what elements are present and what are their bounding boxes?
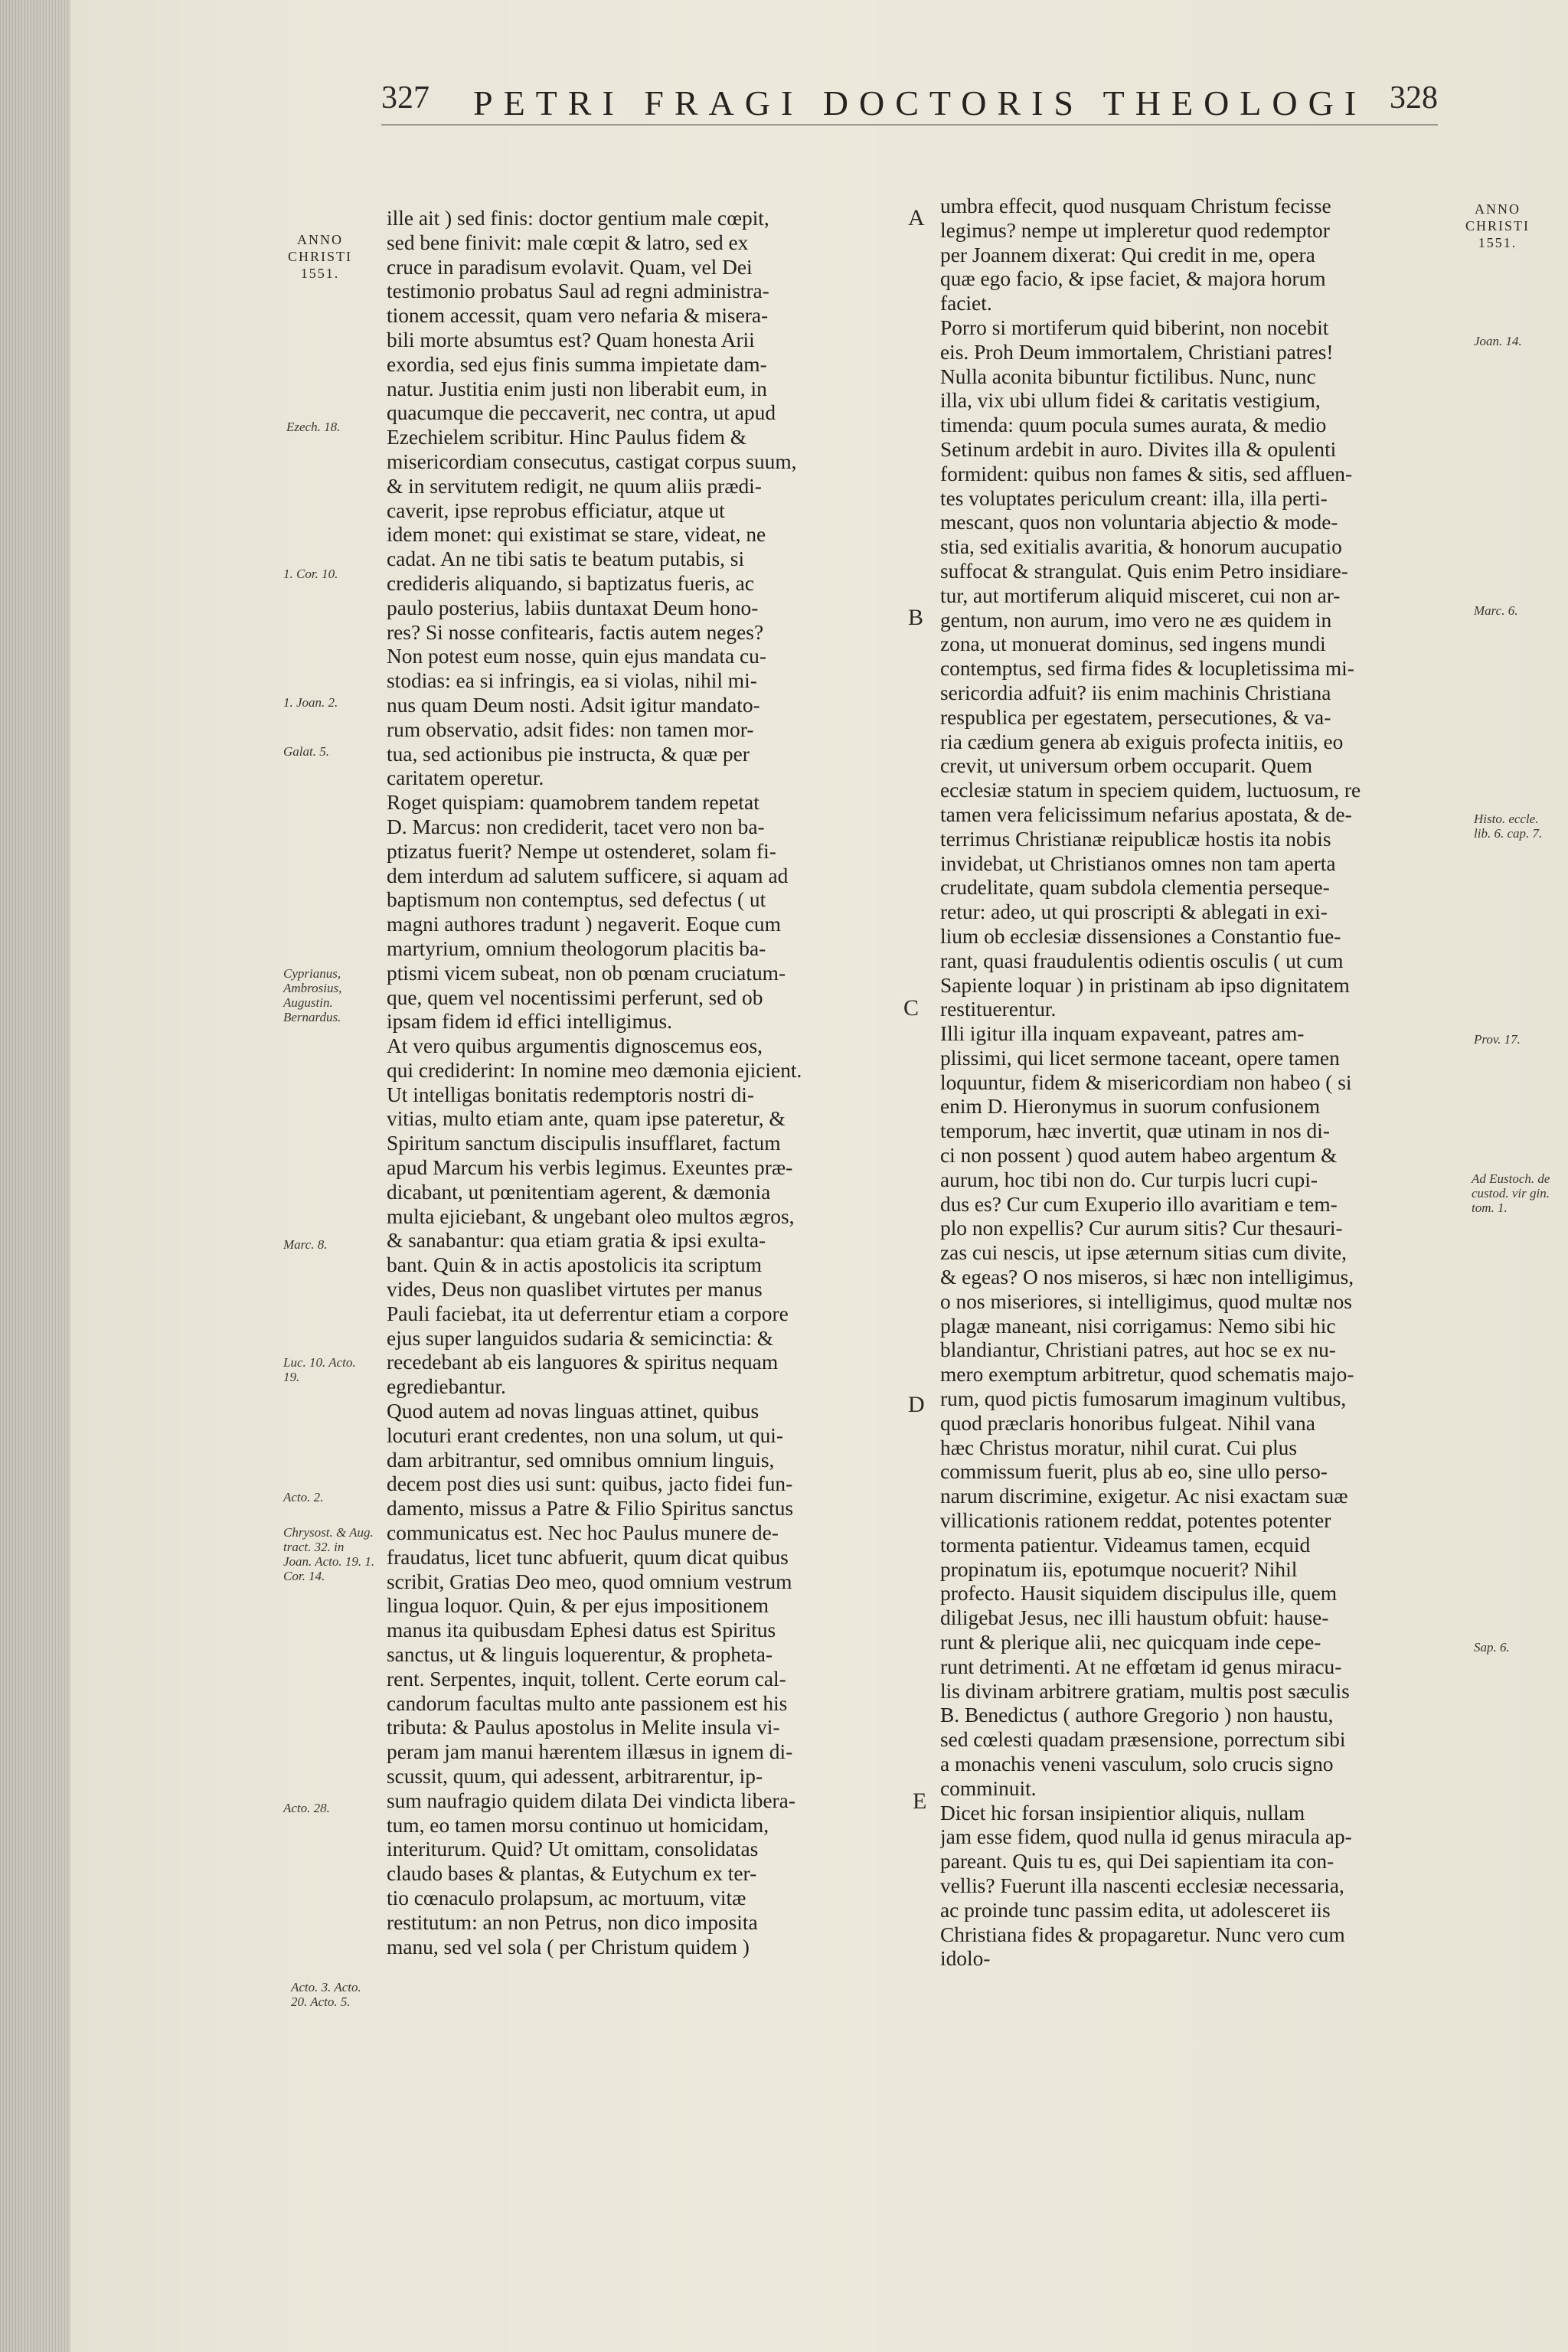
- text-line: enim D. Hieronymus in suorum confusionem: [940, 1095, 1321, 1119]
- text-line: lis divinam arbitrere gratiam, multis post sæculis: [940, 1679, 1350, 1703]
- text-line: scribit, Gratias Deo meo, quod omnium vestrum: [387, 1570, 792, 1593]
- margin-note: Cyprianus, Ambrosius, Augustin. Bernardus.: [283, 966, 342, 1024]
- section-letter: C: [903, 995, 920, 1021]
- text-line: restituerentur.: [940, 998, 1057, 1021]
- text-line: testimonio probatus Saul ad regni administra-: [387, 279, 769, 303]
- text-line: dicabant, ut pœnitentiam agerent, & dæmonia: [387, 1180, 771, 1204]
- text-line: rant, quasi fraudulentis odientis osculis ( ut cum: [940, 949, 1344, 972]
- text-line: Setinum ardebit in auro. Divites illa & opulenti: [940, 437, 1337, 461]
- text-line: multa ejiciebant, & ungebant oleo multos ægros,: [387, 1204, 795, 1228]
- text-line: ptizatus fuerit? Nempe ut ostenderet, solam fi-: [387, 839, 776, 863]
- text-line: vitias, multo etiam ante, quam ipse pateretur, &: [387, 1107, 786, 1131]
- text-line: ci non possent ) quod autem habeo argentum &: [940, 1144, 1338, 1168]
- anno-word: ANNO: [297, 232, 343, 247]
- text-line: rent. Serpentes, inquit, tollent. Certe eorum cal-: [387, 1667, 786, 1690]
- text-line: mero exemptum arbitretur, quod schematis majo-: [940, 1363, 1354, 1387]
- text-line: zona, ut monuerat dominus, sed ingens mundi: [940, 632, 1326, 656]
- text-line: idem monet: qui existimat se stare, videat, ne: [387, 523, 766, 547]
- text-line: Ezechielem scribitur. Hinc Paulus fidem &: [387, 426, 747, 449]
- text-line: per Joannem dixerat: Qui credit in me, opera: [940, 243, 1315, 266]
- text-line: tionem accessit, quam vero nefaria & misera-: [387, 304, 769, 328]
- left-column-text: [387, 207, 898, 1959]
- text-line: ac proinde tunc passim edita, ut adolesceret iis: [940, 1898, 1331, 1922]
- text-line: Quod autem ad novas linguas attinet, quibus: [387, 1400, 760, 1423]
- text-line: loquuntur, fidem & misericordiam non habeo ( si: [940, 1070, 1352, 1094]
- margin-note: Luc. 10. Acto. 19.: [283, 1355, 356, 1384]
- text-line: exordia, sed ejus finis summa impietate dam-: [387, 352, 767, 376]
- text-line: temporum, hæc invertit, quæ utinam in nos di-: [940, 1119, 1330, 1143]
- text-line: sericordia adfuit? iis enim machinis Christiana: [940, 681, 1331, 704]
- margin-note: 1. Cor. 10.: [283, 567, 338, 581]
- right-column-text: [940, 194, 1468, 1971]
- text-line: aurum, hoc tibi non do. Cur turpis lucri cupi-: [940, 1168, 1318, 1191]
- margin-note: Ad Eustoch. de custod. vir gin. tom. 1.: [1472, 1171, 1550, 1215]
- text-line: Ut intelligas bonitatis redemptoris nostri di-: [387, 1083, 755, 1106]
- text-line: qui crediderint: In nomine meo dæmonia ejicient.: [387, 1058, 802, 1082]
- text-line: cadat. An ne tibi satis te beatum putabis, si: [387, 547, 745, 571]
- text-line: Roget quispiam: quamobrem tandem repetat: [387, 791, 760, 815]
- text-line: propinatum iis, epotumque nocuerit? Nihil: [940, 1557, 1298, 1581]
- text-line: Nulla aconita bibuntur fictilibus. Nunc, nunc: [940, 364, 1316, 388]
- text-line: retur: adeo, ut qui proscripti & ablegati in exi-: [940, 900, 1328, 924]
- section-letter: B: [908, 605, 924, 630]
- text-line: ria cædium genera ab exiguis profecta initiis, eo: [940, 730, 1344, 753]
- text-line: decem post dies usi sunt: quibus, jacto fidei fun-: [387, 1472, 793, 1496]
- page-edges: [0, 0, 70, 2352]
- text-line: sanctus, ut & linguis loquerentur, & propheta-: [387, 1643, 773, 1667]
- text-line: peram jam manui hærentem illæsus in ignem di-: [387, 1740, 793, 1764]
- text-line: interiturum. Quid? Ut omittam, consolidatas: [387, 1838, 759, 1861]
- text-line: quæ ego facio, & ipse faciet, & majora horum: [940, 267, 1326, 291]
- text-line: Non potest eum nosse, quin ejus mandata cu-: [387, 645, 766, 668]
- text-line: ecclesiæ statum in speciem quidem, luctuosum, re: [940, 779, 1361, 802]
- christi-word: CHRISTI: [288, 249, 353, 264]
- text-line: credideris aliquando, si baptizatus fueris, ac: [387, 571, 754, 595]
- text-line: ille ait ) sed finis: doctor gentium male cœpit,: [387, 207, 769, 230]
- anno-christi-right: [1465, 201, 1530, 251]
- text-line: fraudatus, licet tunc abfuerit, quum dicat quibus: [387, 1545, 789, 1569]
- text-line: zas cui nescis, ut ipse æternum sitias cum divite,: [940, 1241, 1347, 1265]
- margin-note: Acto. 28.: [283, 1801, 330, 1815]
- text-line: ptismi vicem subeat, non ob pœnam cruciatum-: [387, 961, 786, 985]
- text-line: damento, missus a Patre & Filio Spiritus sanctus: [387, 1497, 794, 1521]
- margin-note: Acto. 2.: [283, 1490, 324, 1504]
- text-line: Christiana fides & propagaretur. Nunc vero cum: [940, 1922, 1345, 1946]
- text-line: timenda: quum pocula sumes aurata, & medio: [940, 413, 1327, 437]
- text-line: bant. Quin & in actis apostolicis ita scriptum: [387, 1253, 762, 1277]
- text-line: locuturi erant credentes, non una solum, ut qui-: [387, 1423, 784, 1447]
- margin-note: Sap. 6.: [1474, 1640, 1510, 1655]
- margin-note: Galat. 5.: [283, 744, 329, 759]
- text-line: faciet.: [940, 292, 992, 315]
- section-letter: E: [913, 1788, 927, 1814]
- text-line: stia, sed exitialis avaritia, & honorum aucupatio: [940, 535, 1342, 559]
- text-line: que, quem vel nocentissimi perferunt, sed ob: [387, 985, 763, 1009]
- text-line: martyrium, omnium theologorum placitis ba-: [387, 936, 766, 960]
- text-line: quacumque die peccaverit, nec contra, ut apud: [387, 401, 776, 425]
- text-line: suffocat & strangulat. Quis enim Petro insidiare-: [940, 559, 1348, 583]
- section-letter: A: [908, 205, 925, 230]
- text-line: crudelitate, quam subdola clementia persequе-: [940, 876, 1330, 900]
- text-line: Porro si mortiferum quid biberint, non nocebit: [940, 315, 1329, 339]
- text-line: paulo posterius, labiis duntaxat Deum hono-: [387, 596, 759, 619]
- text-line: scussit, quum, qui adessent, arbitrarentur, ip-: [387, 1765, 763, 1788]
- text-line: Spiritum sanctum discipulis insufflaret, factum: [387, 1132, 781, 1155]
- text-line: blandiantur, Christiani patres, aut hoc se ex nu-: [940, 1338, 1336, 1362]
- text-line: sed bene finivit: male cœpit & latro, sed ex: [387, 230, 749, 254]
- text-line: plo non expellis? Cur aurum sitis? Cur thesauri-: [940, 1217, 1343, 1240]
- text-line: vellis? Fuerunt illa nascenti ecclesiæ necessaria,: [940, 1873, 1344, 1897]
- text-line: a monachis veneni vasculum, solo crucis signo: [940, 1753, 1334, 1775]
- text-line: tur, aut mortiferum aliquid misceret, cui non ar-: [940, 583, 1341, 607]
- right-page-number: 328: [1390, 80, 1438, 116]
- text-line: B. Benedictus ( authore Gregorio ) non haustu,: [940, 1704, 1334, 1727]
- text-line: terrimus Christianæ reipublicæ hostis ita nobis: [940, 827, 1331, 851]
- text-line: res? Si nosse confitearis, factis autem neges?: [387, 620, 764, 644]
- anno-word: ANNO: [1475, 201, 1521, 217]
- text-line: Sapiente loquar ) in pristinam ab ipso dignitatem: [940, 973, 1350, 997]
- text-line: runt & plerique alii, nec quicquam inde cepe-: [940, 1631, 1321, 1655]
- text-line: caritatem operetur.: [387, 766, 544, 790]
- text-line: Illi igitur illa inquam expaveant, patres am-: [940, 1022, 1305, 1046]
- text-line: Pauli faciebat, ita ut deferrentur etiam a corpore: [387, 1302, 789, 1325]
- text-line: apud Marcum his verbis legimus. Exeuntes præ-: [387, 1156, 793, 1180]
- text-line: claudo bases & plantas, & Eutychum ex ter-: [387, 1862, 757, 1886]
- text-line: bili morte absumtus est? Quam honesta Arii: [387, 328, 755, 351]
- text-line: contemptus, sed firma fides & locupletissima mi-: [940, 657, 1354, 681]
- text-line: candorum facultas multo ante passionem est his: [387, 1691, 788, 1715]
- running-title: PETRI FRAGI DOCTORIS THEOLOGI: [473, 83, 1367, 122]
- text-line: stodias: ea si infringis, ea si violas, nihil mi-: [387, 669, 757, 693]
- text-line: Dicet hic forsan insipientior aliquis, nullam: [940, 1801, 1305, 1824]
- text-line: communicatus est. Nec hoc Paulus munere de-: [387, 1521, 779, 1545]
- text-line: dem interdum ad salutem sufficere, si aquam ad: [387, 864, 789, 887]
- text-line: & egeas? O nos miseros, si hæc non intelligimus,: [940, 1266, 1354, 1289]
- text-line: lingua loquor. Quin, & per ejus impositionem: [387, 1594, 769, 1618]
- text-line: hæc Christus moratur, nihil curat. Cui plus: [940, 1436, 1298, 1459]
- christi-word: CHRISTI: [1465, 218, 1530, 234]
- text-line: jam esse fidem, quod nulla id genus miracula ap-: [940, 1825, 1352, 1849]
- year: 1551.: [300, 266, 340, 281]
- text-line: caverit, ipse reprobus efficiatur, atque ut: [387, 498, 725, 522]
- text-line: manu, sed vel sola ( per Christum quidem ): [387, 1935, 750, 1958]
- text-line: umbra effecit, quod nusquam Christum fecisse: [940, 194, 1331, 217]
- margin-note: Acto. 3. Acto. 20. Acto. 5.: [291, 1980, 361, 2009]
- text-line: misericordiam consecutus, castigat corpus suum,: [387, 449, 797, 473]
- header-rule: [381, 124, 1438, 126]
- text-line: recedebant ab eis languores & spiritus nequam: [387, 1351, 779, 1374]
- text-line: magni authores tradunt ) negaverit. Eoque cum: [387, 913, 781, 936]
- text-line: eis. Proh Deum immortalem, Christiani patres!: [940, 340, 1334, 364]
- text-line: ejus super languidos sudaria & semicinctia: &: [387, 1326, 774, 1350]
- text-line: mescant, quos non voluntaria abjectio & mode-: [940, 511, 1338, 534]
- text-line: commissum fuerit, plus ab eo, sine ullo perso-: [940, 1460, 1328, 1484]
- text-line: & in servitutem redigit, ne quum aliis prædi-: [387, 474, 762, 498]
- anno-christi-left: [288, 231, 352, 282]
- running-header: [381, 80, 1438, 126]
- text-line: dus es? Cur cum Exuperio illo avaritiam e tem-: [940, 1192, 1338, 1216]
- text-line: tum, eo tamen morsu continuo ut homicidam,: [387, 1813, 769, 1837]
- text-line: egrediebantur.: [387, 1375, 506, 1399]
- text-line: runt detrimenti. At ne effœtam id genus miracu-: [940, 1655, 1342, 1678]
- text-line: tes voluptates periculum creant: illa, illa perti-: [940, 486, 1328, 510]
- margin-note: Joan. 14.: [1474, 334, 1522, 348]
- text-line: pareant. Quis tu es, qui Dei sapientiam ita con-: [940, 1850, 1334, 1873]
- text-line: formident: quibus non fames & sitis, sed affluen-: [940, 462, 1353, 485]
- text-line: tamen vera felicissimum nefarius apostata, & de-: [940, 802, 1352, 826]
- text-line: plagæ maneant, nisi corrigamus: Nemo sibi hic: [940, 1314, 1336, 1338]
- text-line: & sanabantur: qua etiam gratia & ipsi exulta-: [387, 1229, 766, 1253]
- text-line: invidebat, ut Christianos omnes non tam aperta: [940, 851, 1336, 875]
- text-line: vides, Deus non quaslibet virtutes per manus: [387, 1278, 763, 1302]
- text-line: lium ob ecclesiæ dissensiones a Constantio fue-: [940, 924, 1341, 948]
- text-line: profecto. Hausit siquidem discipulus ille, quem: [940, 1582, 1338, 1606]
- text-line: tio cœnaculo prolapsum, ac mortuum, vitæ: [387, 1886, 746, 1909]
- text-line: baptismum non contemptus, sed defectus ( ut: [387, 888, 766, 912]
- margin-note: Marc. 6.: [1474, 603, 1518, 618]
- text-line: sed cœlesti quadam præsensione, porrectum sibi: [940, 1728, 1346, 1752]
- margin-note: 1. Joan. 2.: [283, 695, 338, 710]
- text-line: At vero quibus argumentis dignoscemus eos,: [387, 1034, 763, 1058]
- text-line: rum observatio, adsit fides: non tamen mor-: [387, 717, 754, 741]
- text-line: comminuit.: [940, 1776, 1037, 1800]
- text-line: nus quam Deum nosti. Adsit igitur mandato-: [387, 693, 760, 717]
- text-line: diligebat Jesus, nec illi haustum obfuit: hause-: [940, 1606, 1329, 1630]
- text-line: narum discrimine, exigetur. Ac nisi exactam suæ: [940, 1485, 1348, 1508]
- text-line: crevit, ut universum orbem occuparit. Quem: [940, 754, 1313, 778]
- year: 1551.: [1478, 235, 1517, 250]
- text-line: gentum, non aurum, imo vero ne æs quidem in: [940, 608, 1332, 632]
- text-line: legimus? nempe ut impleretur quod redemptor: [940, 218, 1330, 242]
- text-line: tributa: & Paulus apostolus in Melite insula vi-: [387, 1716, 780, 1740]
- text-line: sum naufragio quidem dilata Dei vindicta libera-: [387, 1788, 795, 1812]
- text-line: villicationis rationem reddat, potentes potenter: [940, 1509, 1331, 1533]
- text-line: ipsam fidem id effici intelligimus.: [387, 1010, 673, 1034]
- text-line: idolo-: [940, 1947, 991, 1971]
- text-line: restitutum: an non Petrus, non dico imposita: [387, 1910, 758, 1934]
- text-line: cruce in paradisum evolavit. Quam, vel Dei: [387, 255, 753, 279]
- text-line: quod præclaris honoribus fulgeat. Nihil vana: [940, 1411, 1315, 1435]
- text-line: plissimi, qui licet sermone taceant, opere tamen: [940, 1046, 1340, 1070]
- section-letter: D: [908, 1392, 925, 1417]
- margin-note: Ezech. 18.: [286, 420, 341, 434]
- text-line: illa, vix ubi ullum fidei & caritatis vestigium,: [940, 389, 1321, 413]
- text-line: o nos miseriores, si intelligimus, quod multæ nos: [940, 1289, 1352, 1313]
- margin-note: Histo. eccle. lib. 6. cap. 7.: [1474, 812, 1543, 841]
- text-line: natur. Justitia enim justi non liberabit eum, in: [387, 377, 767, 400]
- text-line: respublica per egestatem, persecutiones, & va-: [940, 705, 1331, 729]
- text-line: rum, quod pictis fumosarum imaginum vultibus,: [940, 1387, 1347, 1411]
- text-line: dam arbitrantur, sed omnibus omnium linguis,: [387, 1448, 775, 1472]
- text-line: manus ita quibusdam Ephesi datus est Spiritus: [387, 1619, 776, 1642]
- margin-note: Chrysost. & Aug. tract. 32. in Joan. Acto. 19. 1. Cor. 14.: [283, 1525, 375, 1583]
- margin-note: Prov. 17.: [1474, 1032, 1521, 1047]
- text-line: D. Marcus: non crediderit, tacet vero non ba-: [387, 815, 765, 838]
- margin-note: Marc. 8.: [283, 1237, 328, 1252]
- text-line: tua, sed actionibus pie instructa, & quæ per: [387, 742, 750, 766]
- text-line: tormenta patientur. Videamus tamen, ecquid: [940, 1533, 1311, 1557]
- left-page-number: 327: [381, 80, 430, 116]
